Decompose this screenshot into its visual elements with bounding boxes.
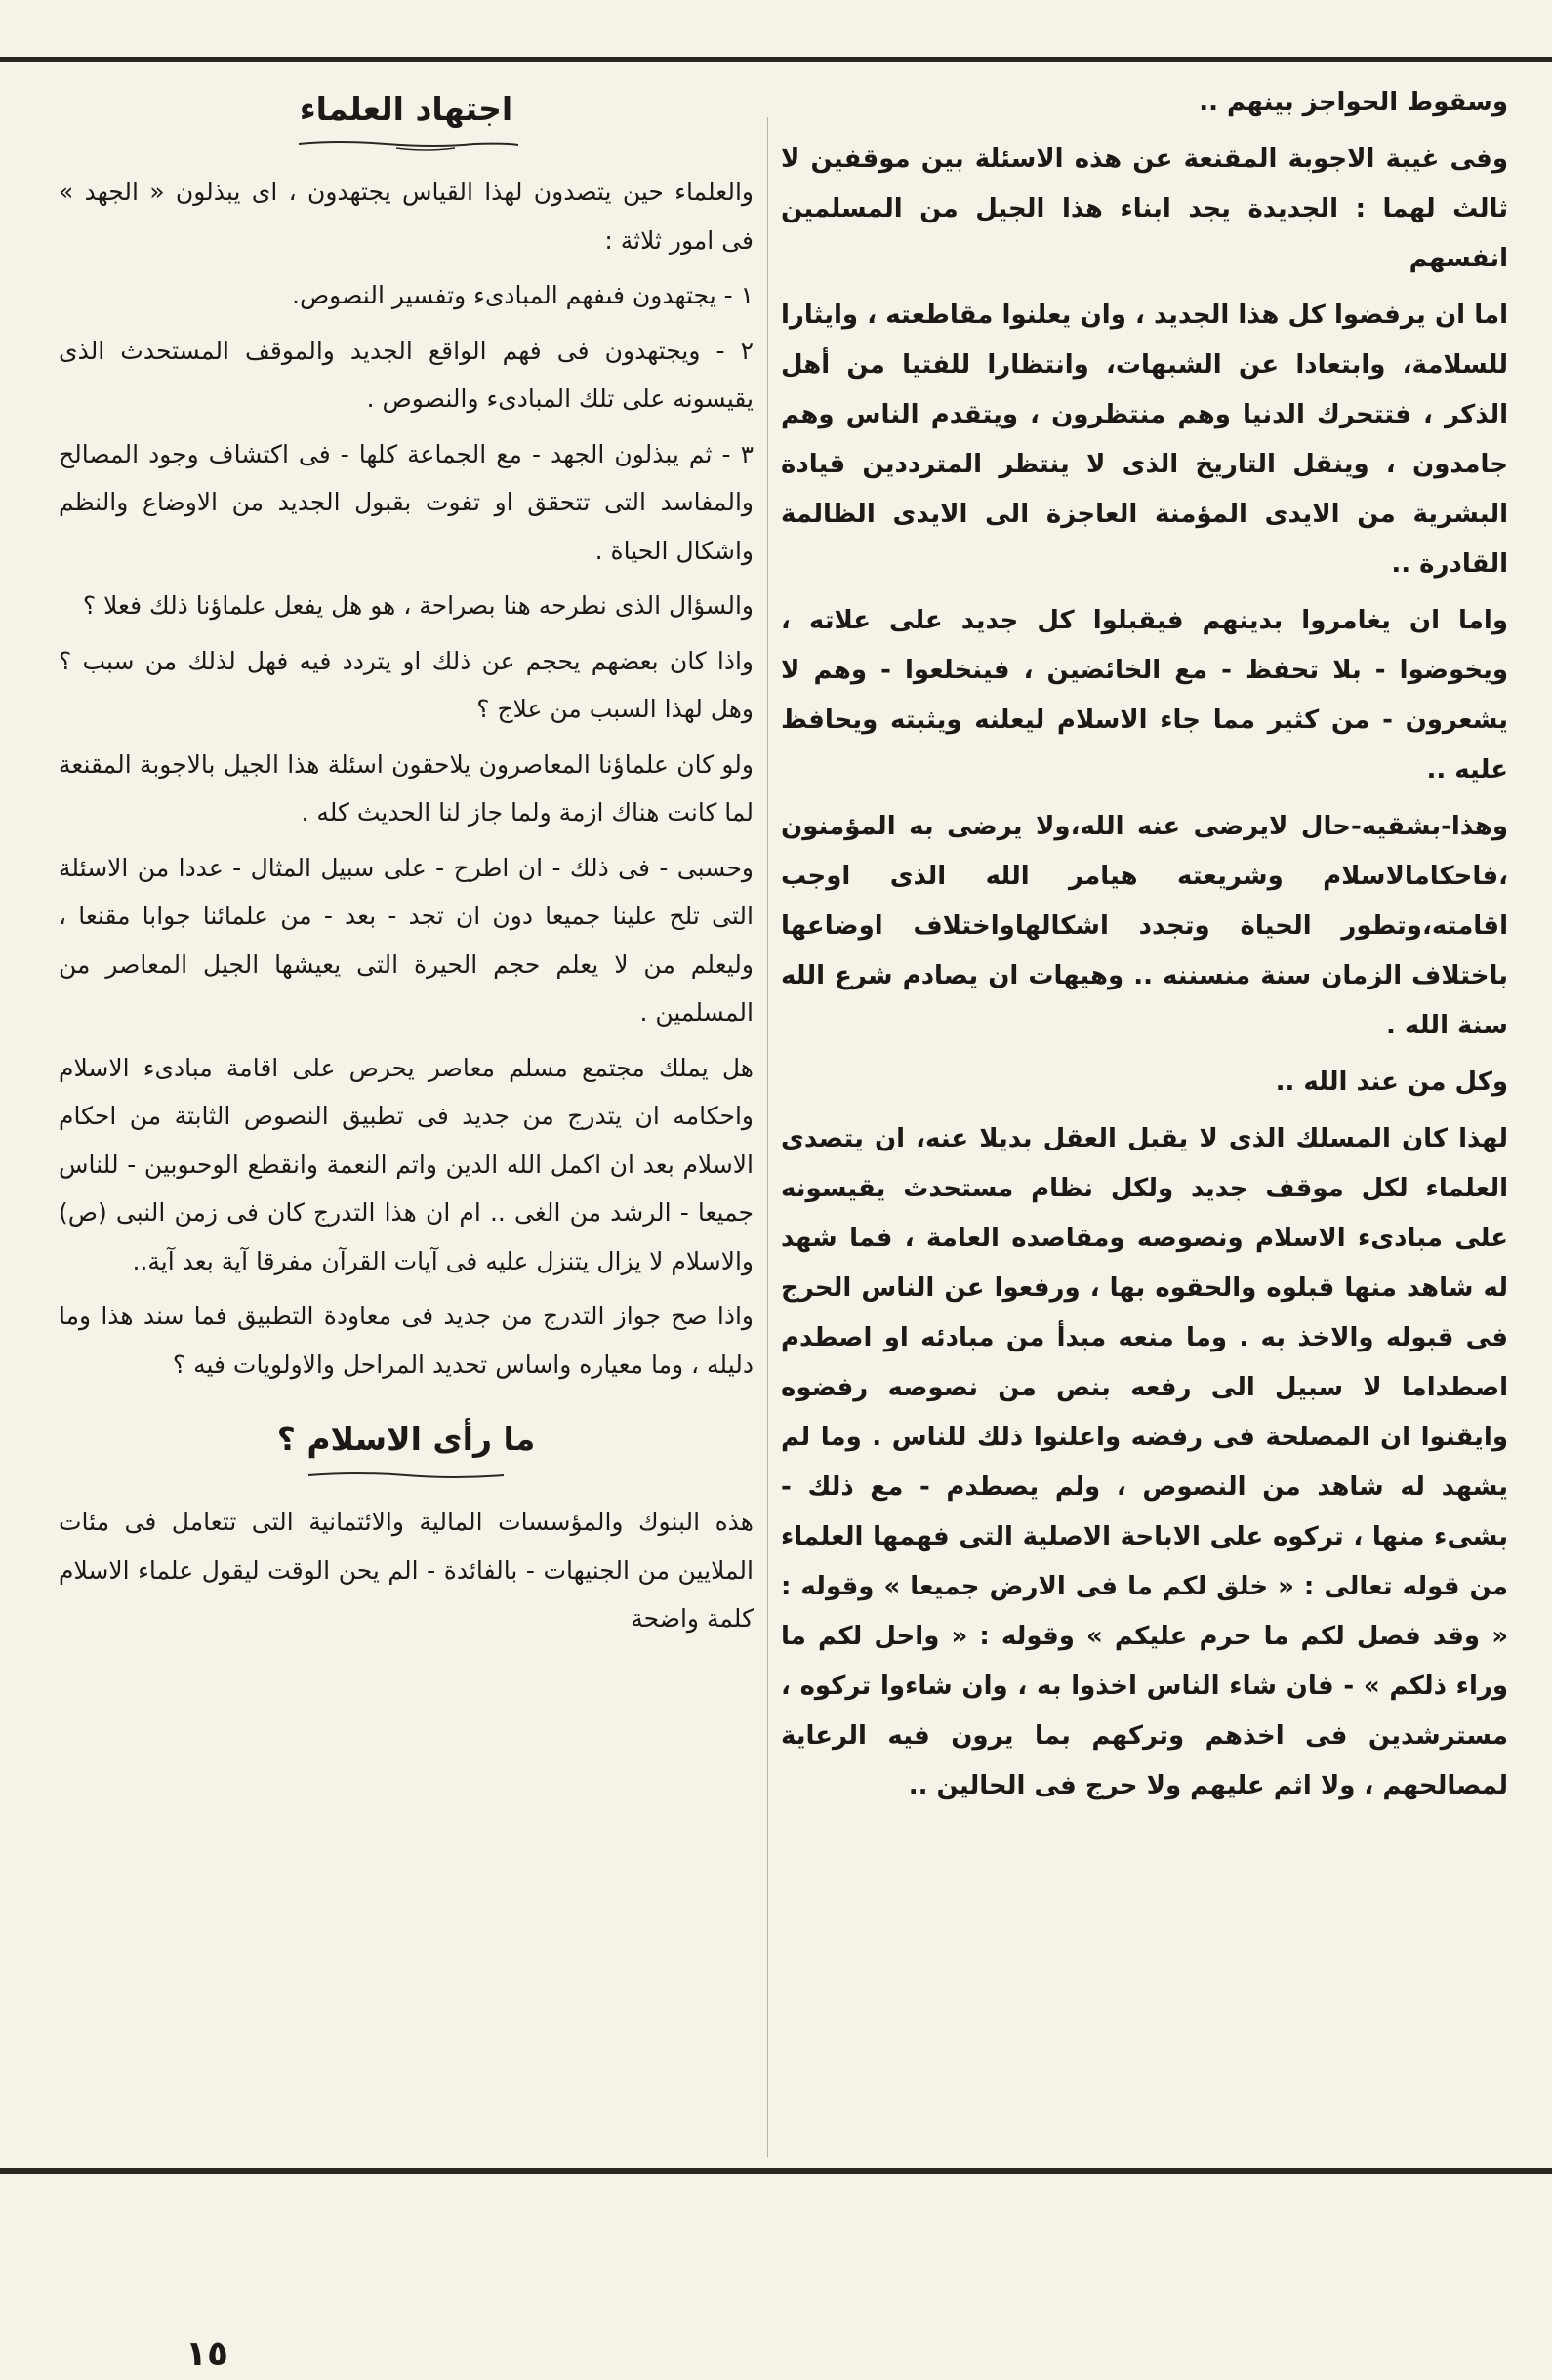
column-divider [767, 117, 768, 2157]
paragraph: واذا صح جواز التدرج من جديد فى معاودة التطبيق فما سند هذا وما دليله ، وما معياره واساس تحديد المراحل والاولويات فيه ؟ [59, 1302, 754, 1379]
paragraph: واما ان يغامروا بدينهم فيقبلوا كل جديد على علاته ، ويخوضوا - بلا تحفظ - مع الخائضين ، فينخلعوا - وهم لا يشعرون - من كثير مما جاء الاسلام ليعلنه ويثبته ويحافظ عليه .. [781, 606, 1508, 785]
paragraph: هذه البنوك والمؤسسات المالية والائتمانية التى تتعامل فى مئات الملايين من الجنيهات - بالفائدة - الم يحن الوقت ليقول علماء الاسلام كلمة واضحة [59, 1508, 754, 1633]
section-heading: ما رأى الاسلام ؟ [276, 1420, 536, 1458]
paragraph: والسؤال الذى نطرحه هنا بصراحة ، هو هل يفعل علماؤنا ذلك فعلا ؟ [82, 591, 754, 620]
paragraph: وسقوط الحواجز بينهم .. [1199, 88, 1508, 117]
paragraph: اما ان يرفضوا كل هذا الجديد ، وان يعلنوا مقاطعته ، وايثارا للسلامة، وابتعادا عن الشبهات، وانتظارا للفتيا من أهل الذكر ، فتتحرك الدنيا وهم منتظرون ، ويتقدم الناس وهم جامدون ، وينقل التاريخ الذى لا ينتظر المترددين قيادة البشرية من الايدى المؤمنة العاجزة الى الايدى الظالمة القادرة .. [781, 301, 1508, 579]
paragraph: وفى غيبة الاجوبة المقنعة عن هذه الاسئلة بين موقفين لا ثالث لهما : الجديدة يجد ابناء هذا الجيل من المسلمين انفسهم [781, 144, 1508, 273]
paragraph: ١ - يجتهدون فىفهم المبادىء وتفسير النصوص. [292, 281, 754, 309]
paragraph: لهذا كان المسلك الذى لا يقبل العقل بديلا عنه، ان يتصدى العلماء لكل موقف جديد ولكل نظام مستحدث يقيسونه على مبادىء الاسلام ونصوصه ومقاصده العامة ، فما شهد له شاهد منها قبلوه والحقوه بها ، ورفعوا عن الناس الحرج فى قبوله والاخذ به . وما منعه مبدأ من مبادئه او اصطدم اصطداما لا سبيل الى رفعه بنص من نصوصه رفضوه وايقنوا ان المصلحة فى رفضه واعلنوا ذلك للناس . وما لم يشهد له شاهد من النصوص ، ولم يصطدم - مع ذلك - بشىء منها ، تركوه على الاباحة الاصلية التى فهمها العلماء من قوله تعالى : « خلق لكم ما فى الارض جميعا » وقوله : « وقد فصل لكم ما حرم عليكم » وقوله : « واحل لكم ما وراء ذلكم » - فان شاء الناس اخذوا به ، وان شاءوا تركوه ، مسترشدين فى اخذهم وتركهم بما يرون فيه الرعاية لمصالحهم ، ولا اثم عليهم ولا حرج فى الحالين .. [781, 1124, 1508, 1800]
paragraph: وحسبى - فى ذلك - ان اطرح - على سبيل المثال - عددا من الاسئلة التى تلح علينا جميعا دون ان تجد - بعد - من علمائنا جوابا مقنعا ، وليعلم من لا يعلم حجم الحيرة التى يعيشها الجيل المعاصر من المسلمين . [59, 853, 754, 1027]
paragraph: والعلماء حين يتصدون لهذا القياس يجتهدون ، اى يبذلون « الجهد » فى امور ثلاثة : [59, 178, 754, 255]
top-rule [0, 57, 1552, 62]
paragraph: ولو كان علماؤنا المعاصرون يلاحقون اسئلة هذا الجيل بالاجوبة المقنعة لما كانت هناك ازمة ولما جاز لنا الحديث كله . [59, 749, 754, 827]
page-number: ١٥ [185, 2334, 228, 2374]
heading-underline-ornament [279, 1469, 533, 1484]
paragraph: هل يملك مجتمع مسلم معاصر يحرص على اقامة مبادىء الاسلام واحكامه ان يتدرج من جديد فى تطبيق النصوص الثابتة من احكام الاسلام بعد ان اكمل الله الدين واتم النعمة وانقطع الوحىوبين - للناس جميعا - الرشد من الغى .. ام ان هذا التدرج كان فى زمن النبى (ص) والاسلام لا يزال يتنزل عليه فى آيات القرآن مفرقا آية بعد آية.. [59, 1053, 754, 1275]
paragraph: واذا كان بعضهم يحجم عن ذلك او يتردد فيه فهل لذلك من سبب ؟ وهل لهذا السبب من علاج ؟ [59, 646, 754, 723]
section-heading: اجتهاد العلماء [299, 90, 513, 128]
right-column [781, 78, 1508, 1818]
paragraph: ٣ - ثم يبذلون الجهد - مع الجماعة كلها - فى اكتشاف وجود المصالح والمفاسد التى تتحقق او تفوت بقبول الجديد من الاوضاع والنظم واشكال الحياة . [59, 439, 754, 565]
left-column [59, 78, 754, 1650]
bottom-rule [0, 2168, 1552, 2174]
paragraph: وهذا-بشقيه-حال لايرضى عنه الله،ولا يرضى به المؤمنون ،فاحكامالاسلام وشريعته هيامر الله الذى اوجب اقامته،وتطور الحياة وتجدد اشكالهاواختلاف اوضاعها باختلاف الزمان سنة منسننه .. وهيهات ان يصادم شرع الله سنة الله . [781, 812, 1508, 1040]
paragraph: ٢ - ويجتهدون فى فهم الواقع الجديد والموقف المستحدث الذى يقيسونه على تلك المبادىء والنصوص . [59, 336, 754, 413]
heading-underline-ornament [279, 139, 533, 154]
paragraph: وكل من عند الله .. [1275, 1068, 1508, 1097]
